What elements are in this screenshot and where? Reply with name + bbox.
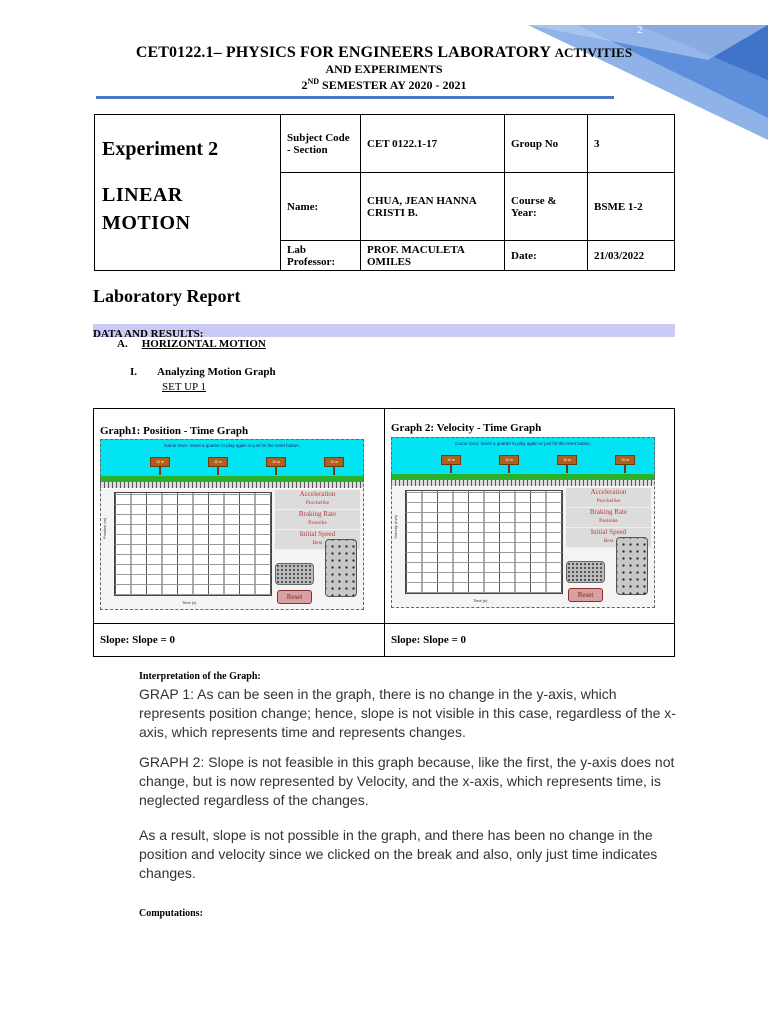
section-a-label: HORIZONTAL MOTION <box>141 338 266 350</box>
name-label: Name: <box>281 173 361 241</box>
gas-pedal-icon[interactable] <box>275 563 314 585</box>
x-axis-label: Time (s) <box>473 598 488 603</box>
professor-value: PROF. MACULETA OMILES <box>361 241 505 271</box>
experiment-info-table <box>94 114 675 271</box>
graphs-table-row-rule <box>94 623 674 624</box>
distance-sign: 10 m <box>266 457 286 467</box>
course-value: BSME 1-2 <box>588 173 675 241</box>
position-time-plot <box>114 492 272 596</box>
date-label: Date: <box>505 241 588 271</box>
initial-speed-control[interactable]: Initial Speed Rest <box>566 528 651 548</box>
distance-sign: 10 m <box>615 455 635 465</box>
velocity-time-plot <box>405 490 563 594</box>
title-main: CET0122.1– PHYSICS FOR ENGINEERS LABORATORY <box>135 44 551 61</box>
course-label: Course & Year: <box>505 173 588 241</box>
sign-post <box>566 464 568 473</box>
braking-rate-control[interactable]: Braking Rate Pastoike <box>566 508 651 528</box>
experiment-number: Experiment 2 <box>102 138 219 160</box>
section-a-number: A. <box>117 338 128 350</box>
distance-sign: 10 m <box>441 455 461 465</box>
graph2-slope: Slope: Slope = 0 <box>391 634 467 646</box>
professor-label: Lab Professor: <box>281 241 361 271</box>
subsection-label: Analyzing Motion Graph <box>157 366 276 378</box>
subject-label: Subject Code - Section <box>281 115 361 173</box>
page-number: 2 <box>637 24 643 36</box>
acceleration-control[interactable]: Acceleration Porchelike <box>566 488 651 508</box>
graph1-caption: Graph1: Position - Time Graph <box>100 425 249 437</box>
y-axis-label: Velocity (m/s) <box>393 514 398 539</box>
sign-post <box>624 464 626 473</box>
sign-post <box>450 464 452 473</box>
computations-heading: Computations: <box>139 908 203 919</box>
acceleration-control[interactable]: Acceleration Porchelike <box>275 490 360 510</box>
subsection-i <box>130 366 276 378</box>
semester-ordinal: 2 <box>301 78 308 92</box>
title-tail: ACTIVITIES <box>554 45 633 60</box>
header-rule <box>96 96 614 99</box>
graph1-slope: Slope: Slope = 0 <box>100 634 176 646</box>
group-label: Group No <box>505 115 588 173</box>
name-value: CHUA, JEAN HANNA CRISTI B. <box>361 173 505 241</box>
sim-track <box>391 480 655 486</box>
interpretation-paragraph-1: GRAP 1: As can be seen in the graph, there is no change in the y-axis, which represents position change; hence, slope is not visible in this case, regardless of the x-axis, which represents time and represents changes. <box>139 686 676 740</box>
brake-pedal-icon[interactable] <box>325 539 357 597</box>
distance-sign: 10 m <box>324 457 344 467</box>
distance-sign: 10 m <box>150 457 170 467</box>
initial-speed-control[interactable]: Initial Speed Rest <box>275 530 360 550</box>
game-over-text: Game Over. Insert a quarter to play again or just hit the reset button. <box>163 443 301 448</box>
sign-post <box>508 464 510 473</box>
y-axis-label: Position (m) <box>102 517 107 539</box>
graph2-caption: Graph 2: Velocity - Time Graph <box>391 422 542 434</box>
sim-track <box>100 482 364 488</box>
subsection-number: I. <box>130 366 138 378</box>
experiment-cell <box>95 115 281 271</box>
interpretation-heading: Interpretation of the Graph: <box>139 671 261 682</box>
distance-sign: 10 m <box>557 455 577 465</box>
sign-post <box>333 466 335 475</box>
brake-pedal-icon[interactable] <box>616 537 648 595</box>
semester-sup: ND <box>307 77 320 86</box>
semester-rest: SEMESTER AY 2020 - 2021 <box>322 78 467 92</box>
experiment-title <box>102 181 273 237</box>
sign-post <box>275 466 277 475</box>
distance-sign: 10 m <box>208 457 228 467</box>
section-a <box>117 338 266 350</box>
document-subtitle: AND EXPERIMENTS <box>325 62 443 76</box>
experiment-title-line-1: LINEAR <box>102 184 183 206</box>
group-value: 3 <box>588 115 675 173</box>
graphs-table-divider <box>384 409 385 657</box>
data-results-bar <box>93 324 675 340</box>
graphs-table <box>93 408 675 657</box>
graph1-simulation <box>100 439 364 610</box>
interpretation-paragraph-3: As a result, slope is not possible in the graph, and there has been no change in the position and velocity since we clicked on the break and also, only just time indicates changes. <box>139 827 658 881</box>
game-over-text: Game Over. Insert a quarter to play again or just hit the reset button. <box>454 441 592 446</box>
data-results-label: DATA AND RESULTS: <box>93 328 204 340</box>
braking-rate-control[interactable]: Braking Rate Pastoike <box>275 510 360 530</box>
distance-sign: 10 m <box>499 455 519 465</box>
experiment-title-line-2: MOTION <box>102 212 191 234</box>
gas-pedal-icon[interactable] <box>566 561 605 583</box>
reset-button[interactable]: Reset <box>277 590 312 604</box>
interpretation-paragraph-2: GRAPH 2: Slope is not feasible in this graph because, like the first, the y-axis does not change, but is now represented by Velocity, and the x-axis, which represents time, is neglected regardless of the changes. <box>139 754 675 808</box>
lab-report-heading: Laboratory Report <box>93 286 241 306</box>
semester-line <box>0 77 768 93</box>
subject-value: CET 0122.1-17 <box>361 115 505 173</box>
reset-button[interactable]: Reset <box>568 588 603 602</box>
document-title <box>0 44 768 62</box>
x-axis-label: Time (s) <box>182 600 197 605</box>
sign-post <box>159 466 161 475</box>
graph2-simulation <box>391 437 655 608</box>
sign-post <box>217 466 219 475</box>
date-value: 21/03/2022 <box>588 241 675 271</box>
setup-label: SET UP 1 <box>162 381 207 393</box>
